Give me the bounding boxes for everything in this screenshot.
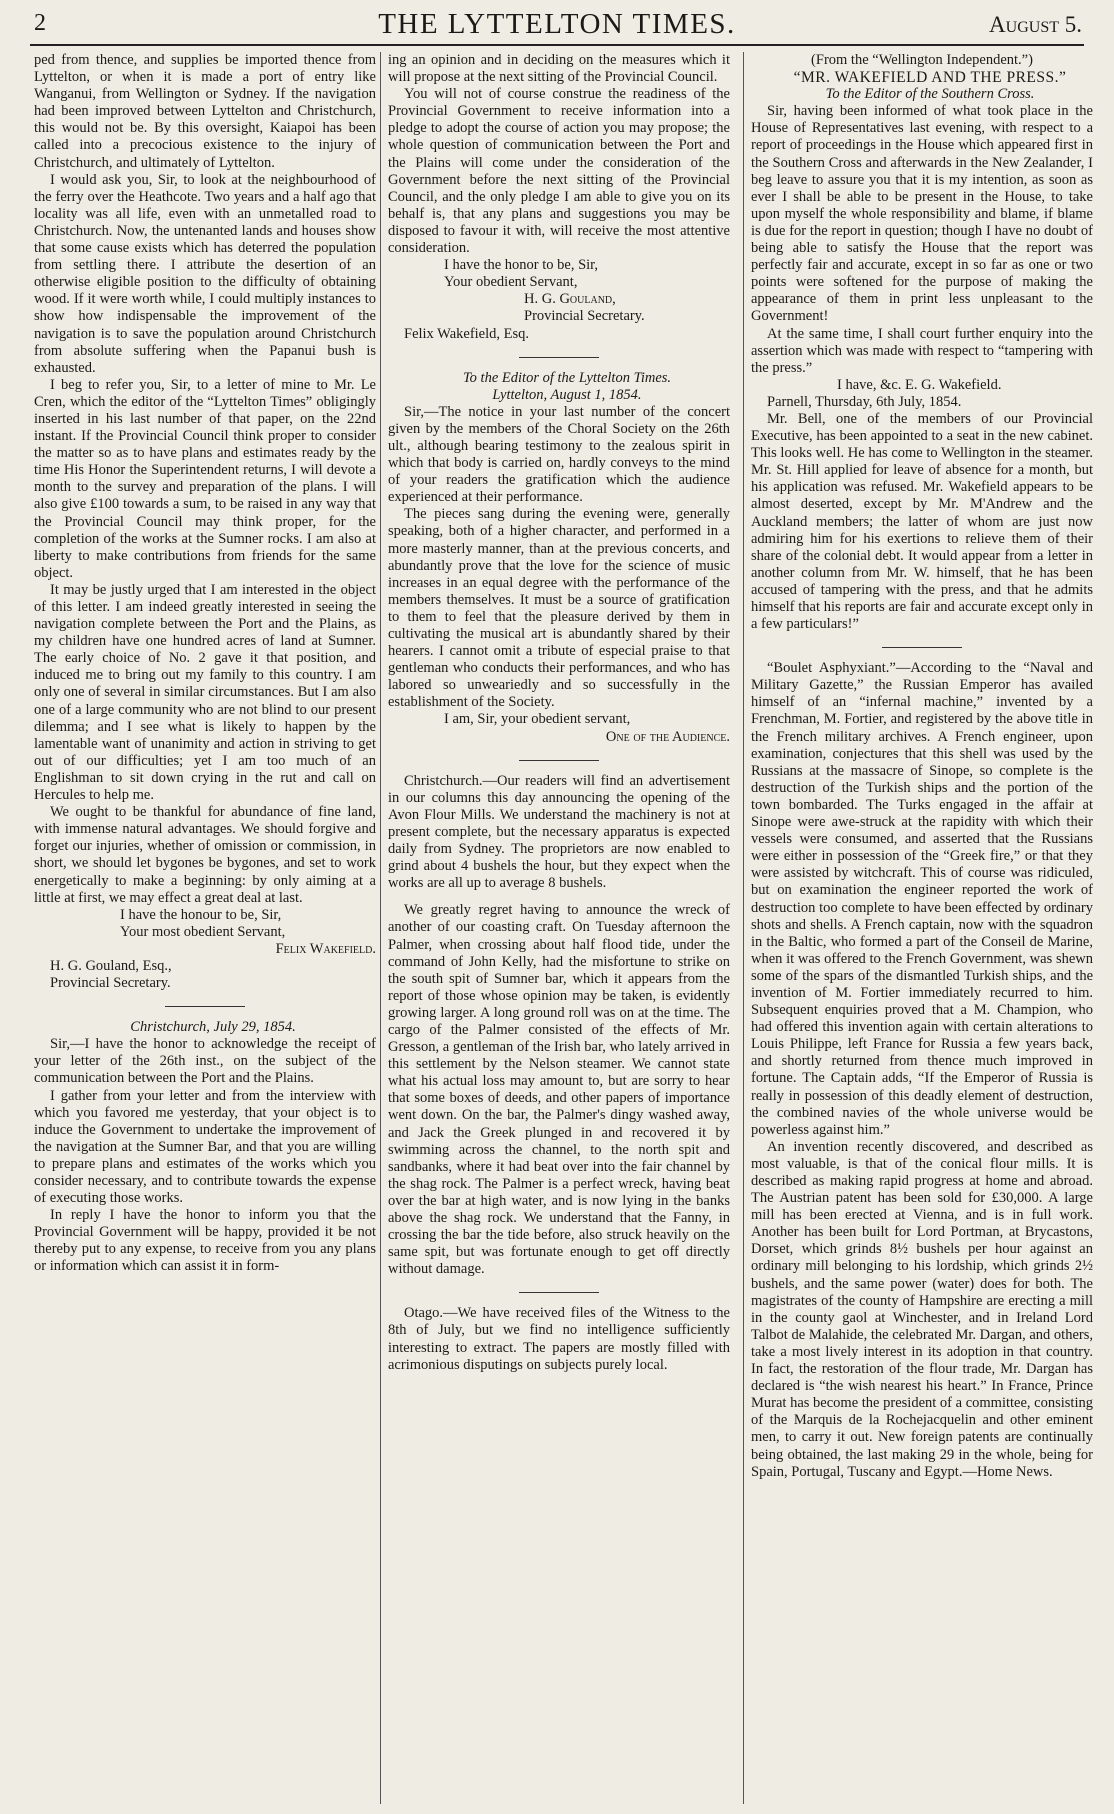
signature-line: Provincial Secretary. xyxy=(524,308,645,325)
letter-heading: To the Editor of the Lyttelton Times. xyxy=(462,369,672,386)
masthead xyxy=(30,4,1084,46)
paragraph: Sir,—The notice in your last number of the concert given by the members of the Choral Society on the 26th ult., although bearing testimony to the zealous spirit in which that body is carried on, hardly conveys to the mind of your readers the gratification which the audience experienced at their performance. xyxy=(388,403,730,506)
letter-heading: To the Editor of the Southern Cross. xyxy=(825,86,1035,103)
paragraph: At the same time, I shall court further enquiry into the assertion which was made with respect to “tampering with the press.” xyxy=(751,325,1093,376)
section-rule xyxy=(519,357,599,358)
paragraph: I beg to refer you, Sir, to a letter of mine to Mr. Le Cren, which the editor of the “Lyttelton Times” obligingly inserted in his last number of that paper, on the 22nd instant. If the Provincial Council think proper to consider the matter so as to have plans and estimates ready by the time His Honor the Superintendent returns, I will devote a month to the survey and preparation of the plans. I will also give £100 towards a sum, to be raised in any way that the Provincial Council may think proper, for the completion of the works at the Sumner rocks. I am also at liberty to make contributions from friends for the same object. xyxy=(34,376,376,581)
paragraph: I would ask you, Sir, to look at the neighbourhood of the ferry over the Heathcote. Two years and a half ago that locality was all life, even with an unmetalled road to Christchurch. Now, the untenanted lands and houses show that some cause exists which has deterred the population from settling there. I attribute the desertion of an otherwise eligible position to the difficulty of obtaining wood. If it were worth while, I could multiply instances to show how indispensable the improvement of the navigation is to save the population around Christchurch from absolute suffering when the Papanui bush is exhausted. xyxy=(34,171,376,376)
signature-line: Your most obedient Servant, xyxy=(120,923,286,940)
paragraph: We ought to be thankful for abundance of fine land, with immense natural advantages. We should forgive and forget our injuries, whether of omission or commission, in short, we should let bygones be bygones, and set to work energetically to make a beginning: by only aiming at a little at first, we may effect a great deal at last. xyxy=(34,804,376,906)
signature-line: I am, Sir, your obedient servant, xyxy=(444,711,631,728)
paragraph: Mr. Bell, one of the members of our Provincial Executive, has been appointed to a seat in the new cabinet. This looks well. He has come to Wellington in the steamer. Mr. St. Hill applied for leave of absence for a month, but his application was refused. Mr. Wakefield appears to be almost deserted, except by Mr. M'Andrew and the Auckland members; the latter of whom are just now admiring him for his exertions to relieve them of their share of the colonial debt. It would appear from a letter in another column from Mr. W. himself, that he has been accused of tampering with the press, and that he admits himself that his reports are fair and accurate except only in a few particulars!” xyxy=(751,410,1093,633)
source-line: (From the “Wellington Independent.”) xyxy=(811,52,1033,68)
paragraph: Otago.—We have received files of the Witness to the 8th of July, but we find no intelligence sufficiently interesting to extract. The papers are mostly filled with acrimonious disputings on subjects purely local. xyxy=(388,1305,730,1373)
signature-line: I have, &c. E. G. Wakefield. xyxy=(837,376,1002,393)
dateline: Lyttelton, August 1, 1854. xyxy=(492,386,642,403)
dateline: Christchurch, July 29, 1854. xyxy=(130,1019,296,1036)
addressee-line: H. G. Gouland, Esq., xyxy=(50,957,172,974)
paragraph: An invention recently discovered, and described as most valuable, is that of the conical flour mills. It is described as making rapid progress at home and abroad. The Austrian patent has been sold for £30,000. A large mill has been erected at Vienna, and is in full work. Another has been built for Lord Portman, at Brycastons, Dorset, which grinds 8½ bushels per hour against an ordinary mill belonging to his lordship, which grinds 2½ bushels, and the same power (water) does for both. The magistrates of the county of Hampshire are erecting a mill in the county gaol at Winchester, and in Ireland Lord Talbot de Malahide, the celebrated Mr. Dargan, and others, take a most lively interest in its adoption in that country. In fact, the restoration of the flour trade, Mr. Dargan has declared is “the wish nearest his heart.” In France, Prince Murat has become the president of a committee, consisting of the Marquis de la Rochejacquelin and other eminent men, to carry it out. New foreign patents are continually being obtained, the last making 29 in the whole, being for Spain, Portugal, Tuscany and Egypt.—Home News. xyxy=(751,1138,1093,1480)
newspaper-title: THE LYTTELTON TIMES. xyxy=(378,8,736,40)
addressee-line: Felix Wakefield, Esq. xyxy=(404,325,530,342)
paragraph: It may be justly urged that I am interested in the object of this letter. I am indeed greatly interested in seeing the navigation complete between the Port and the Plains, as my children have one hundred acres of land at Sumner. The early choice of No. 2 gave it that position, and induced me to bring out my family to this country. I am only one of several in similar circumstances. But I am also one of a large community who are not blind to our present dilemma; and I see what is likely to happen by the lamentable want of unanimity and action in striving to get out of our difficulties; yet I am too much of an Englishman to sit down crying in the rut and call on Hercules to help me. xyxy=(34,581,376,804)
article-heading: “MR. WAKEFIELD AND THE PRESS.” xyxy=(793,69,1067,87)
signature-line: I have the honor to be, Sir, xyxy=(444,257,599,274)
section-rule xyxy=(882,647,962,648)
issue-date: August 5. xyxy=(989,12,1082,37)
column-3 xyxy=(751,52,1093,1804)
paragraph: We greatly regret having to announce the wreck of another of our coasting craft. On Tuesday afternoon the Palmer, when crossing about half flood tide, under the command of John Kelly, had the misfortune to strike on the south spit of Sumner bar, which it appears from the report of those whose opinion may be taken, is evidently growing larger. A long ground roll was on at the time. The cargo of the Palmer consisted of the effects of Mr. Gresson, a gentleman of the Irish bar, who lately arrived in this settlement by the Nelson steamer. We cannot state what his actual loss may amount to, but are sorry to hear that some boxes of deeds, and other papers of importance went down. On the bar, the Palmer's dingy washed away, and Jack the Greek plunged in and recovered it by swimming across the channel, to the north spit and sandbanks, where it had beat over into the fair channel by the shag rock. The Palmer is a perfect wreck, having beat over the bar at high water, and is now lying in the banks above the shag rock. We understand that the Fanny, in crossing the bar the tide before, also struck heavily on the same spit, but was fortunate enough to get off directly without damage. xyxy=(388,902,730,1278)
paragraph: You will not of course construe the readiness of the Provincial Government to receive information into a pledge to adopt the course of action you may propose; the whole question of communication between the Port and the Plains will come under the consideration of the Government before the next sitting of the Provincial Council, and the only pledge I am able to give you on its behalf is, that any plans and suggestions you may be disposed to favour it with, will receive the most attentive consideration. xyxy=(388,86,730,257)
section-rule xyxy=(519,1292,599,1293)
paragraph: The pieces sang during the evening were, generally speaking, both of a higher character, and performed in a more masterly manner, than at the previous concerts, and abundantly prove that the love for the science of music increases in an equal degree with the performance of the members themselves. It must be a source of gratification to them to feel that the pleasure derived by them in cultivating the musical art is abundantly shared by their hearers. I cannot omit a tribute of especial praise to that gentleman who conducts their performances, and who has labored so unweariedly and so successfully in the establishment of the Society. xyxy=(388,506,730,711)
signature-line: I have the honour to be, Sir, xyxy=(120,906,282,923)
paragraph: Sir,—I have the honor to acknowledge the receipt of your letter of the 26th inst., on the subject of the communication between the Port and the Plains. xyxy=(34,1036,376,1087)
paragraph: I gather from your letter and from the interview with which you favored me yesterday, that your object is to induce the Government to undertake the improvement of the navigation at the Sumner Bar, and that you are willing to prepare plans and estimates of the works which you consider necessary, and to contribute towards the expense of executing those works. xyxy=(34,1087,376,1207)
signature-name: Felix Wakefield. xyxy=(275,940,376,957)
signature-name: H. G. Gouland, xyxy=(524,291,616,308)
section-rule xyxy=(519,760,599,761)
column-2 xyxy=(388,52,730,1804)
signature-name: One of the Audience. xyxy=(605,728,730,745)
page-number: 2 xyxy=(34,10,46,36)
addressee-line: Provincial Secretary. xyxy=(50,975,171,992)
paragraph: “Boulet Asphyxiant.”—According to the “Naval and Military Gazette,” the Russian Emperor has availed himself of an “infernal machine,” invented by a Frenchman, M. Fortier, and registered by the above title in the French military archives. A French engineer, upon examination, conjectures that this shell was used by the Russians at the massacre of Sinope, so complete is the destruction of the Turkish ships and the portion of the town bombarded. The Turks engaged in the affair at Sinope were awe-struck at the rapidity with which their vessels were consumed, and asserted that the Russians were either in possession of the “Greek fire,” or that they were assisted by witchcraft. This of course was ridiculed, but on examination the engineer reported the work of destruction too complete to have been effected by ordinary shots and shells. A French captain, now with the squadron in the Baltic, who formed a part of the Conseil de Marine, when it was offered to the French Government, was shewn some of the spars of the dismantled Turkish ships, and the invention of M. Fortier immediately recurred to him. Subsequent enquiries proved that a M. Champion, who had offered this invention again with certain alterations to Louis Philippe, left France for Russia a few years back, and shortly returned from thence much improved in fortune. The Captain adds, “If the Emperor of Russia is really in possession of this deadly element of destruction, the combined navies of the whole universe would be powerless against him.” xyxy=(751,660,1093,1138)
signature-line: Parnell, Thursday, 6th July, 1854. xyxy=(767,393,962,410)
column-divider xyxy=(380,52,381,1804)
signature-line: Your obedient Servant, xyxy=(444,274,578,291)
paragraph: Christchurch.—Our readers will find an advertisement in our columns this day announcing the opening of the Avon Flour Mills. We understand the machinery is not at present complete, but the necessary apparatus is expected daily from Sydney. The proprietors are now enabled to grind about 4 bushels the hour, but they expect when the works are all up to average 8 bushels. xyxy=(388,772,730,892)
paragraph: ing an opinion and in deciding on the measures which it will propose at the next sitting of the Provincial Council. xyxy=(388,52,730,86)
paragraph: In reply I have the honor to inform you that the Provincial Government will be happy, provided it be not thereby put to any expense, to receive from you any plans or information which can assist it in form- xyxy=(34,1207,376,1275)
column-1 xyxy=(34,52,376,1804)
paragraph: ped from thence, and supplies be imported thence from Lyttelton, or when it is made a port of entry like Wanganui, from Wellington or Sydney. If the navigation had been improved between Lyttelton and Christchurch, this would not be. By this oversight, Kaiapoi has been called into a precocious existence to the injury of Christchurch, and ultimately of Lyttelton. xyxy=(34,52,376,171)
section-rule xyxy=(165,1006,245,1007)
column-divider xyxy=(743,52,744,1804)
paragraph: Sir, having been informed of what took place in the House of Representatives last evening, with respect to a report of proceedings in the House which appeared first in the Southern Cross and afterwards in the New Zealander, I beg leave to assure you that it is my intention, as soon as ever I shall be able to be present in the House, to take upon myself the whole responsibility and blame, if blame is due for the report in question; though I have no doubt of being able to satisfy the House that the report was perfectly fair and accurate, except in so far as one or two points were softened for the purpose of making the appearance of them in print less unpleasant to the Government! xyxy=(751,103,1093,325)
